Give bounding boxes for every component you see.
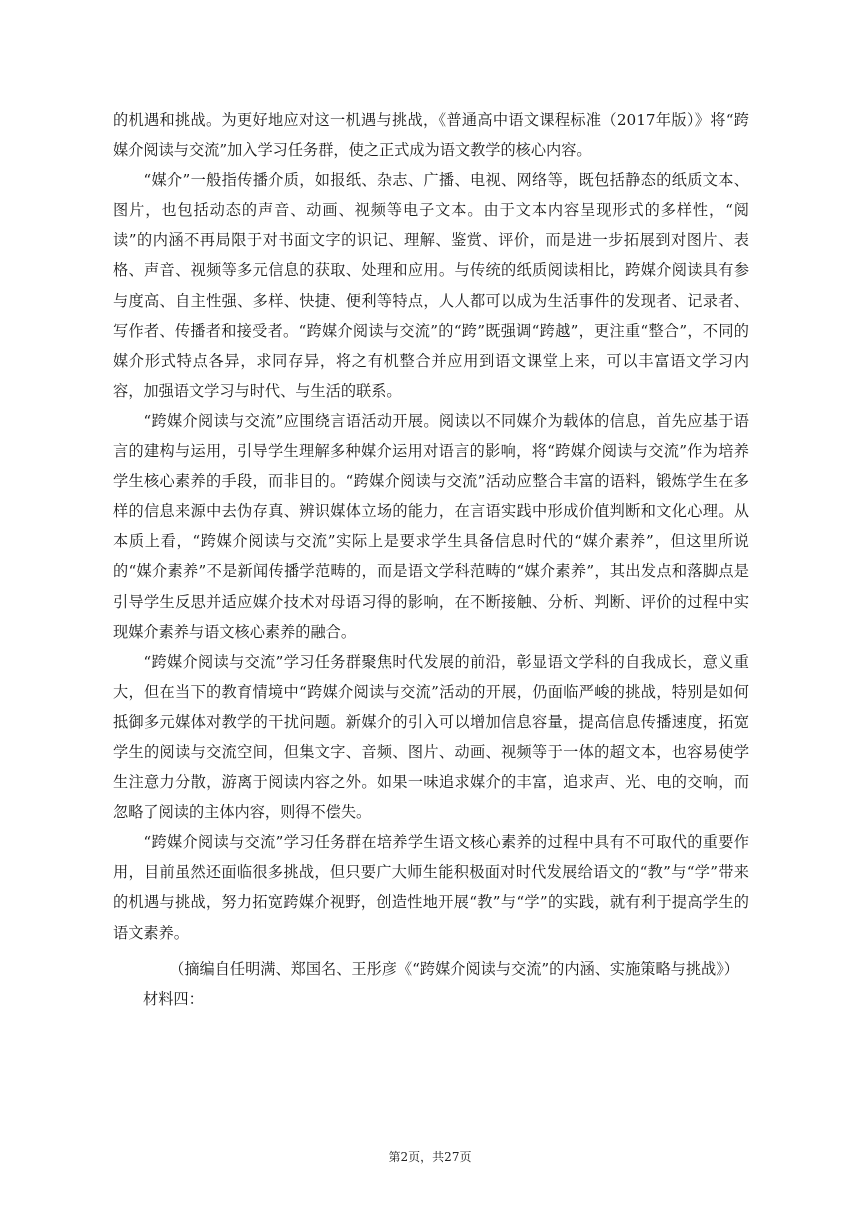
paragraph-challenges: “跨媒介阅读与交流”学习任务群聚焦时代发展的前沿，彰显语文学科的自我成长，意义重大，但在当下的教育情境中“跨媒介阅读与交流”活动的开展，仍面临严峻的挑战，特别是如何抵御多元媒体对教学的干扰问题。新媒介的引入可以增加信息容量，提高信息传播速度，拓宽学生的阅读与交流空间，但集文字、音频、图片、动画、视频等于一体的超文本，也容易使学生注意力分散，游离于阅读内容之外。如果一味追求媒介的丰富，追求声、光、电的交响，而忽略了阅读的主体内容，则得不偿失。: [113, 652, 749, 822]
page-number-footer: 第2页，共27页: [388, 1150, 472, 1164]
article-body: [113, 105, 749, 1014]
paragraph-language-activity: “跨媒介阅读与交流”应围绕言语活动开展。阅读以不同媒介为载体的信息，首先应基于语言的建构与运用，引导学生理解多种媒介运用对语言的影响，将“跨媒介阅读与交流”作为培养学生核心素养的手段，而非目的。“跨媒介阅读与交流”活动应整合丰富的语料，锻炼学生在多样的信息来源中去伪存真、辨识媒体立场的能力，在言语实践中形成价值判断和文化心理。从本质上看，“跨媒介阅读与交流”实际上是要求学生具备信息时代的“媒介素养”，但这里所说的“媒介素养”不是新闻传播学范畴的，而是语文学科范畴的“媒介素养”，其出发点和落脚点是引导学生反思并适应媒介技术对母语习得的影响，在不断接触、分析、判断、评价的过程中实现媒介素养与语文核心素养的融合。: [113, 411, 749, 641]
material-label: 材料四：: [143, 989, 204, 1008]
source-citation: （摘编自任明满、郑国名、王彤彦《“跨媒介阅读与交流”的内涵、实施策略与挑战》）: [169, 959, 739, 978]
paragraph-media-definition: “媒介”一般指传播介质，如报纸、杂志、广播、电视、网络等，既包括静态的纸质文本、图片，也包括动态的声音、动画、视频等电子文本。由于文本内容呈现形式的多样性，“阅读”的内涵不再局限于对书面文字的识记、理解、鉴赏、评价，而是进一步拓展到对图片、表格、声音、视频等多元信息的获取、处理和应用。与传统的纸质阅读相比，跨媒介阅读具有参与度高、自主性强、多样、快捷、便利等特点，人人都可以成为生活事件的发现者、记录者、写作者、传播者和接受者。“跨媒介阅读与交流”的“跨”既强调“跨越”，更注重“整合”，不同的媒介形式特点各异，求同存异，将之有机整合并应用到语文课堂上来，可以丰富语文学习内容，加强语文学习与时代、与生活的联系。: [113, 171, 749, 400]
paragraph-conclusion: “跨媒介阅读与交流”学习任务群在培养学生语文核心素养的过程中具有不可取代的重要作用，目前虽然还面临很多挑战，但只要广大师生能积极面对时代发展给语文的“教”与“学”带来的机遇与挑战，努力拓宽跨媒介视野，创造性地开展“教”与“学”的实践，就有利于提高学生的语文素养。: [113, 833, 749, 942]
paragraph-continuation: 的机遇和挑战。为更好地应对这一机遇与挑战，《普通高中语文课程标准（2017年版）》将“跨媒介阅读与交流”加入学习任务群，使之正式成为语文教学的核心内容。: [113, 111, 749, 160]
